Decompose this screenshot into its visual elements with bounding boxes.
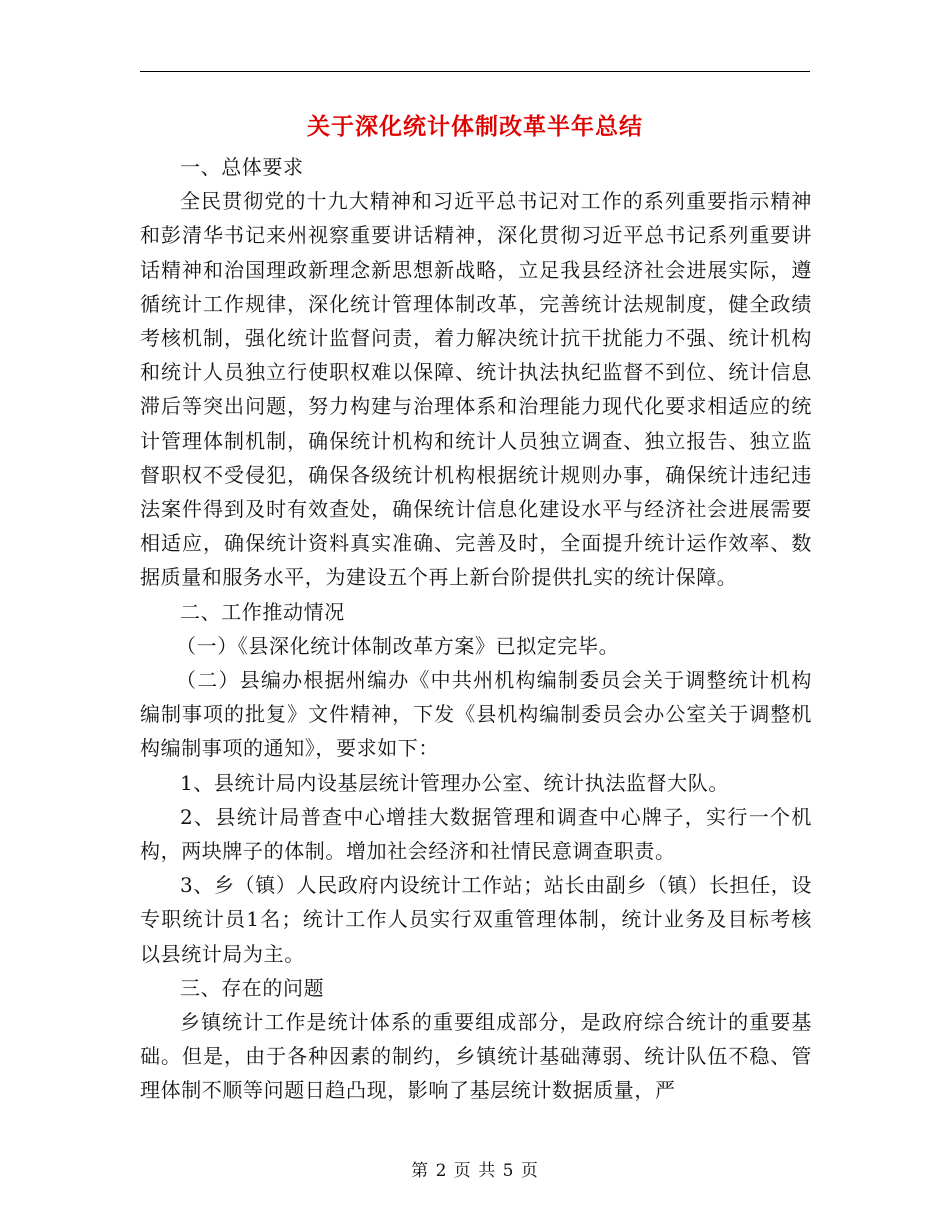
page-footer [0,1156,950,1181]
document-body [140,150,812,1108]
header-rule [140,71,810,72]
section-heading-1: 一、总体要求 [180,155,304,179]
paragraph-requirements: 全民贯彻党的十九大精神和习近平总书记对工作的系列重要指示精神和彭清华书记来州视察重要讲话精神，深化贯彻习近平总书记系列重要讲话精神和治国理政新理念新思想新战略，立足我县经济社会进展实际，遵循统计工作规律，深化统计管理体制改革，完善统计法规制度，健全政绩考核机制，强化统计监督问责，着力解决统计抗干扰能力不强、统计机构和统计人员独立行使职权难以保障、统计执法执纪监督不到位、统计信息滞后等突出问题，努力构建与治理体系和治理能力现代化要求相适应的统计管理体制机制，确保统计机构和统计人员独立调查、独立报告、独立监督职权不受侵犯，确保各级统计机构根据统计规则办事，确保统计违纪违法案件得到及时有效查处，确保统计信息化建设水平与经济社会进展需要相适应，确保统计资料真实准确、完善及时，全面提升统计运作效率、数据质量和服务水平，为建设五个再上新台阶提供扎实的统计保障。 [140,189,812,590]
paragraph-item-1: （一）《县深化统计体制改革方案》已拟定完毕。 [176,633,620,658]
paragraph-problems: 乡镇统计工作是统计体系的重要组成部分，是政府综合统计的重要基础。但是，由于各种因素的制约，乡镇统计基础薄弱、统计队伍不稳、管理体制不顺等问题日趋凸现，影响了基层统计数据质量，严 [140,1010,812,1103]
section-heading-3: 三、存在的问题 [180,975,325,1000]
page-number-label: 第 2 页 共 5 页 [411,1161,539,1181]
document-title: 关于深化统计体制改革半年总结 [307,113,643,140]
paragraph-item-2: （二）县编办根据州编办《中共州机构编制委员会关于调整统计机构编制事项的批复》文件精神，下发《县机构编制委员会办公室关于调整机构编制事项的通知》，要求如下： [140,668,812,761]
section-heading-2: 二、工作推动情况 [180,599,345,624]
paragraph-point-3: 3、乡（镇）人民政府内设统计工作站；站长由副乡（镇）长担任，设专职统计员1名；统计工作人员实行双重管理体制，统计业务及目标考核以县统计局为主。 [140,873,812,966]
paragraph-point-1: 1、县统计局内设基层统计管理办公室、统计执法监督大队。 [180,770,729,795]
paragraph-point-2: 2、县统计局普查中心增挂大数据管理和调查中心牌子，实行一个机构，两块牌子的体制。增加社会经济和社情民意调查职责。 [140,804,812,864]
